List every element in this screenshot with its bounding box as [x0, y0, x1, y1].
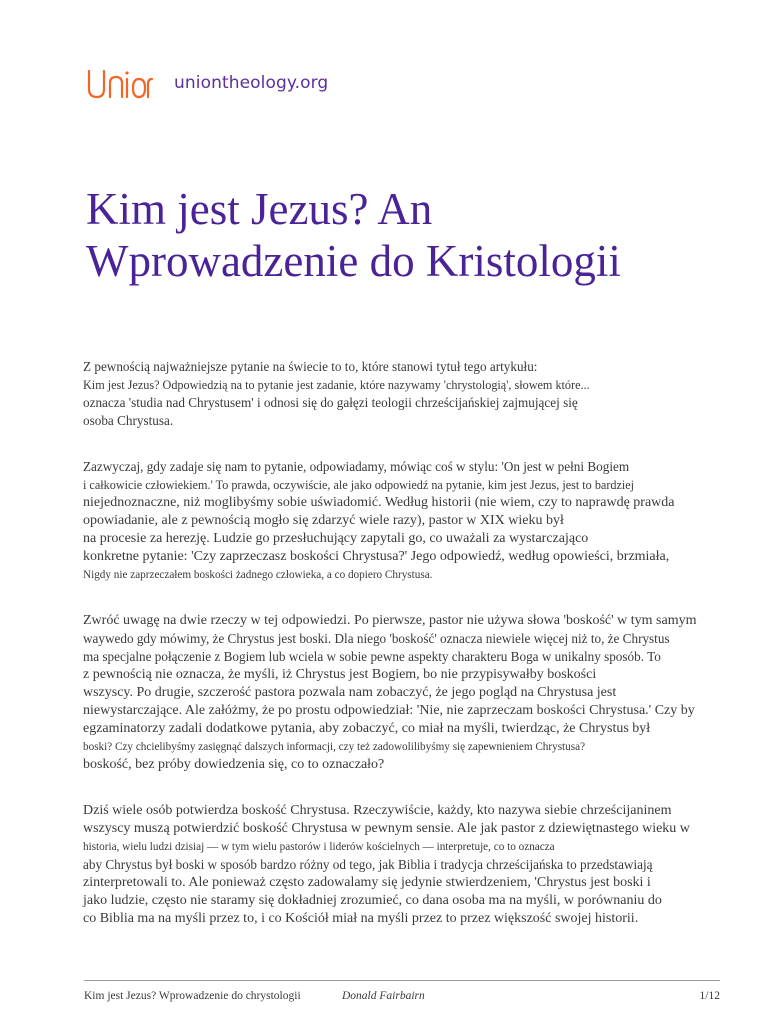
page-title-line-1: Kim jest Jezus? An: [86, 184, 433, 234]
paragraph-line: wszyscy muszą potwierdzić boskość Chrystusa w pewnym sensie. Ale jak pastor z dziewiętnastego wieku w: [83, 821, 690, 836]
paragraph-line: Z pewnością najważniejsze pytanie na świecie to to, które stanowi tytuł tego artykułu:: [83, 359, 538, 374]
paragraph-line: boski? Czy chcielibyśmy zasięgnąć dalszych informacji, czy też zadowolilibyśmy się zapewnieniem Chrystusa?: [83, 741, 586, 753]
paragraph-line: historia, wielu ludzi dzisiaj — w tym wielu pastorów i liderów kościelnych — interpretuje, co to oznacza: [83, 841, 555, 853]
paragraph-line: konkretne pytanie: 'Czy zaprzeczasz boskości Chrystusa?' Jego odpowiedź, według opowieści, brzmiała,: [83, 549, 670, 564]
paragraph-line: Zazwyczaj, gdy zadaje się nam to pytanie, odpowiadamy, mówiąc coś w stylu: 'On jest w pełni Bogiem: [83, 459, 630, 474]
paragraph-line: i całkowicie człowiekiem.' To prawda, oczywiście, ale jako odpowiedź na pytanie, kim jest Jezus, jest to bardziej: [83, 478, 635, 492]
paragraph-line: zinterpretowali to. Ale ponieważ często zadowalamy się jedynie stwierdzeniem, 'Chrystus jest boski i: [83, 875, 651, 890]
union-logo[interactable]: [86, 61, 154, 105]
footer-divider: [84, 980, 720, 981]
paragraph-line: Nigdy nie zaprzeczałem boskości żadnego człowieka, a co dopiero Chrystusa.: [83, 569, 433, 581]
paragraph-4: [83, 802, 733, 928]
footer-author: Donald Fairbairn: [342, 990, 425, 1002]
paragraph-line: boskość, bez próby dowiedzenia się, co to oznaczało?: [83, 757, 385, 772]
paragraph-line: z pewnością nie oznacza, że myśli, iż Chrystus jest Bogiem, bo nie przypisywałby boskości: [83, 667, 597, 682]
header: [86, 58, 328, 108]
paragraph-line: waywedo gdy mówimy, że Chrystus jest boski. Dla niego 'boskość' oznacza niewiele więcej niż to, że Chrystus: [83, 631, 670, 646]
paragraph-line: Kim jest Jezus? Odpowiedzią na to pytanie jest zadanie, które nazywamy 'chrystologią', słowem które...: [83, 378, 590, 392]
article-body: [83, 358, 733, 956]
footer: [84, 990, 720, 1006]
paragraph-line: egzaminatorzy zadali dodatkowe pytania, aby zobaczyć, co miał na myśli, twierdząc, że Chrystus był: [83, 721, 651, 736]
footer-page-number: 1/12: [699, 990, 720, 1002]
paragraph-line: jako ludzie, często nie staramy się dokładniej zrozumieć, co dana osoba ma na myśli, w porównaniu do: [83, 893, 662, 908]
footer-doc-title: Kim jest Jezus? Wprowadzenie do chrystologii: [84, 990, 301, 1002]
paragraph-line: oznacza 'studia nad Chrystusem' i odnosi się do gałęzi teologii chrześcijańskiej zajmującej się: [83, 395, 578, 410]
page-title-line-2: Wprowadzenie do Kristologii: [86, 236, 621, 286]
page-title: [86, 183, 726, 287]
paragraph-2: [83, 458, 733, 584]
paragraph-line: ma specjalne połączenie z Bogiem lub wciela w sobie pewne aspekty charakteru Boga w unikalny sposób. To: [83, 649, 661, 664]
paragraph-line: osoba Chrystusa.: [83, 413, 174, 428]
paragraph-line: niejednoznaczne, niż moglibyśmy sobie uświadomić. Według historii (nie wiem, czy to naprawdę prawda: [83, 495, 675, 510]
paragraph-line: wszyscy. Po drugie, szczerość pastora pozwala nam zobaczyć, że jego pogląd na Chrystusa jest: [83, 685, 617, 700]
paragraph-1: [83, 358, 733, 430]
paragraph-3: [83, 612, 733, 774]
paragraph-line: na procesie za herezję. Ludzie go przesłuchujący zapytali go, co uważali za wystarczająco: [83, 531, 589, 546]
paragraph-line: Zwróć uwagę na dwie rzeczy w tej odpowiedzi. Po pierwsze, pastor nie używa słowa 'boskość' w tym samym: [83, 613, 697, 628]
paragraph-line: aby Chrystus był boski w sposób bardzo różny od tego, jak Biblia i tradycja chrześcijańska to przedstawiają: [83, 857, 653, 872]
paragraph-line: Dziś wiele osób potwierdza boskość Chrystusa. Rzeczywiście, każdy, kto nazywa siebie chrześcijaninem: [83, 803, 672, 818]
paragraph-line: co Biblia ma na myśli przez to, i co Kościół miał na myśli przez to przez większość swojej historii.: [83, 911, 639, 926]
paragraph-line: opowiadanie, ale z pewnością mogło się zdarzyć wiele razy), pastor w XIX wieku był: [83, 513, 564, 528]
site-url[interactable]: uniontheology.org: [174, 73, 329, 93]
paragraph-line: niewystarczające. Ale załóżmy, że po prostu odpowiedział: 'Nie, nie zaprzeczam boskości Chrystusa.' Czy by: [83, 703, 695, 718]
